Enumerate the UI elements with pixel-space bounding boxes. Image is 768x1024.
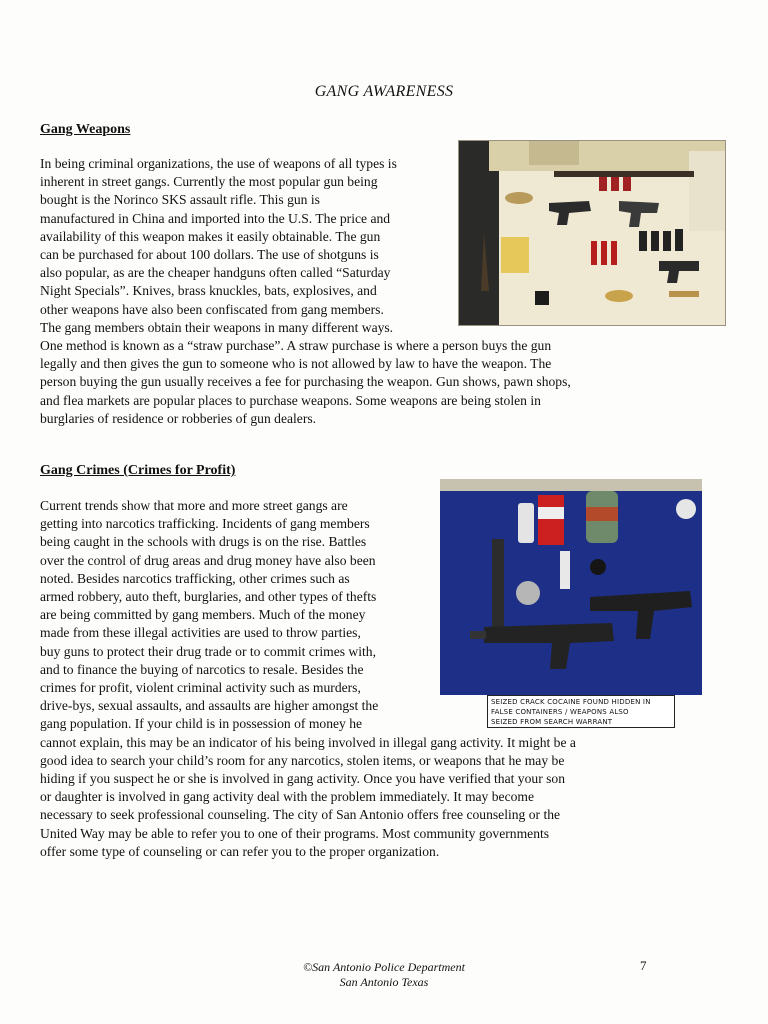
weapons-photo	[458, 140, 726, 326]
text-line: hiding if you suspect he or she is involved in gang activity. Once you have verified that your son	[40, 771, 566, 787]
text-line: and flea markets are popular places to purchase weapons. Some weapons are being stolen in	[40, 392, 541, 408]
text-line: gang population. If your child is in possession of money he	[40, 716, 363, 732]
footer-organization: ©San Antonio Police Department	[303, 960, 465, 974]
page-footer	[0, 960, 768, 990]
text-line: person buying the gun usually receives a fee for purchasing the weapon. Gun shows, pawn shops,	[40, 374, 571, 390]
text-line: made from these illegal activities are used to throw parties,	[40, 625, 361, 641]
text-line: necessary to seek professional counseling. The city of San Antonio offers free counseling or the	[40, 807, 561, 823]
text-line: In being criminal organizations, the use of weapons of all types is	[40, 156, 397, 171]
text-line: manufactured in China and imported into the U.S. The price and	[40, 210, 391, 226]
text-line: burglaries of residence or robberies of gun dealers.	[40, 410, 317, 426]
text-line: legally and then gives the gun to someone who is not allowed by law to have the weapon. The	[40, 356, 552, 372]
text-line: are being committed by gang members. Much of the money	[40, 607, 366, 623]
text-line: other weapons have also been confiscated from gang members.	[40, 301, 384, 317]
text-line: bought is the Norinco SKS assault rifle. This gun is	[40, 192, 320, 208]
text-line: buy guns to protect their drug trade or to commit crimes with,	[40, 643, 376, 659]
text-line: being caught in the schools with drugs is on the rise. Battles	[40, 534, 367, 550]
text-line: Night Specials”. Knives, brass knuckles, bats, explosives, and	[40, 283, 377, 299]
text-line: The gang members obtain their weapons in many different ways.	[40, 319, 394, 335]
text-line: offer some type of counseling or can refer you to the proper organization.	[40, 843, 440, 859]
text-line: crimes for profit, violent criminal activity such as murders,	[40, 680, 361, 696]
text-line: over the control of drug areas and drug money have also been	[40, 552, 376, 568]
text-line: noted. Besides narcotics trafficking, other crimes such as	[40, 570, 350, 586]
text-line: One method is known as a “straw purchase”. A straw purchase is where a person buys the gun	[40, 338, 552, 354]
text-line: drive-bys, sexual assaults, and assaults are higher amongst the	[40, 698, 379, 714]
text-line: Current trends show that more and more street gangs are	[40, 498, 348, 513]
section-heading-gang-weapons: Gang Weapons	[40, 122, 131, 137]
text-line: and to finance the buying of narcotics to resale. Besides the	[40, 661, 364, 677]
weapons-photo-illustration	[459, 141, 725, 325]
footer-location: San Antonio Texas	[339, 975, 429, 989]
text-line: getting into narcotics trafficking. Incidents of gang members	[40, 516, 370, 532]
caption-line: SEIZED CRACK COCAINE FOUND HIDDEN IN	[491, 698, 651, 706]
text-line: or daughter is involved in gang activity deal with the problem immediately. It may become	[40, 789, 535, 805]
text-line: availability of this weapon makes it easily obtainable. The gun	[40, 228, 381, 244]
text-line: can be purchased for about 100 dollars. The use of shotguns is	[40, 247, 379, 263]
photo-caption	[487, 695, 675, 728]
page-number: 7	[640, 958, 647, 973]
page-title: GANG AWARENESS	[314, 82, 454, 100]
seized-items-photo-illustration	[440, 479, 702, 695]
text-line: United Way may be able to refer you to one of their programs. Most community governments	[40, 825, 550, 841]
caption-line: SEIZED FROM SEARCH WARRANT	[491, 718, 613, 726]
text-line: cannot explain, this may be an indicator of his being involved in illegal gang activity. It might be a	[40, 734, 576, 750]
seized-items-photo	[440, 479, 702, 695]
text-line: inherent in street gangs. Currently the most popular gun being	[40, 174, 378, 190]
text-line: good idea to search your child’s room for any narcotics, stolen items, or weapons that he may be	[40, 752, 565, 768]
text-line: also popular, as are the cheaper handguns often called “Saturday	[40, 265, 391, 281]
caption-line: FALSE CONTAINERS / WEAPONS ALSO	[491, 708, 629, 716]
section-heading-gang-crimes: Gang Crimes (Crimes for Profit)	[40, 463, 236, 478]
text-line: armed robbery, auto theft, burglaries, and other types of thefts	[40, 589, 377, 605]
